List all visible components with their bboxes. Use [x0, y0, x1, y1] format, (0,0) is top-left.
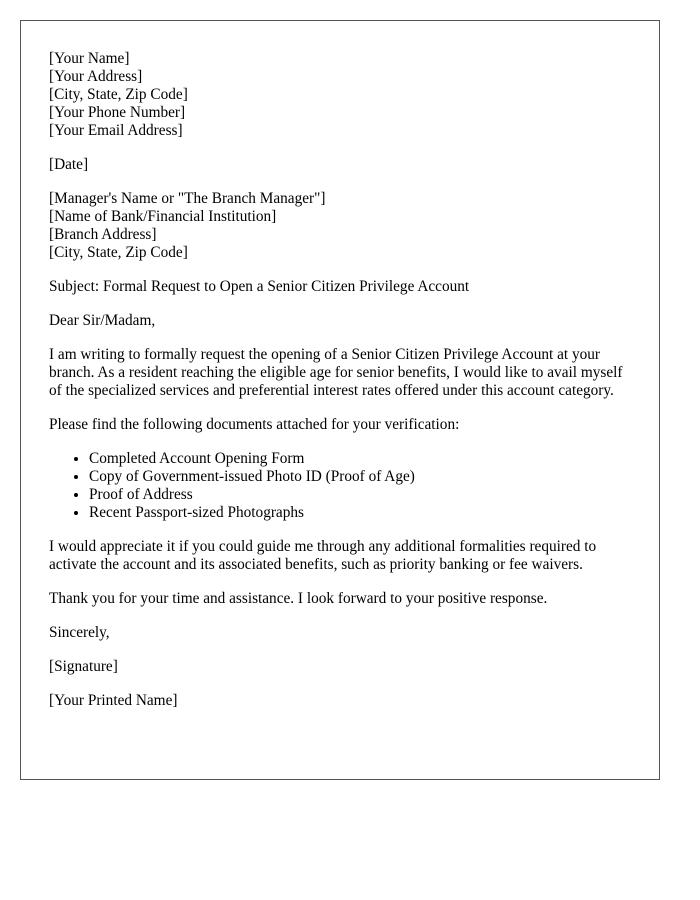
letter-date: [Date] [49, 156, 89, 173]
closing: Sincerely, [49, 624, 110, 641]
subject-line: Subject: Formal Request to Open a Senior Citizen Privilege Account [49, 278, 470, 295]
document-item: • Completed Account Opening Form [89, 450, 631, 468]
documents-list [49, 450, 631, 522]
sender-email: [Your Email Address] [49, 122, 183, 139]
intro-paragraph: I am writing to formally request the opening of a Senior Citizen Privilege Account at your branch. As a resident reaching the eligible age for senior benefits, I would like to avail myself of the specialized services and preferential interest rates offered under this account category. [49, 346, 623, 399]
recipient-city-state-zip: [City, State, Zip Code] [49, 244, 188, 261]
document-item: • Copy of Government-issued Photo ID (Proof of Age) [89, 468, 631, 486]
documents-intro: Please find the following documents attached for your verification: [49, 416, 460, 433]
sender-name: [Your Name] [49, 50, 130, 67]
salutation: Dear Sir/Madam, [49, 312, 156, 329]
recipient-block [49, 190, 631, 262]
printed-name: [Your Printed Name] [49, 692, 178, 709]
sender-address: [Your Address] [49, 68, 143, 85]
recipient-branch-address: [Branch Address] [49, 226, 157, 243]
recipient-manager: [Manager's Name or "The Branch Manager"] [49, 190, 326, 207]
document-item: • Recent Passport-sized Photographs [89, 504, 631, 522]
sender-city-state-zip: [City, State, Zip Code] [49, 86, 188, 103]
document-item: • Proof of Address [89, 486, 631, 504]
request-paragraph: I would appreciate it if you could guide me through any additional formalities required to activate the account and its associated benefits, such as priority banking or fee waivers. [49, 538, 597, 573]
sender-phone: [Your Phone Number] [49, 104, 186, 121]
sender-block [49, 50, 631, 140]
letter-document [20, 20, 660, 780]
recipient-bank: [Name of Bank/Financial Institution] [49, 208, 277, 225]
signature-placeholder: [Signature] [49, 658, 118, 675]
thanks-paragraph: Thank you for your time and assistance. I look forward to your positive response. [49, 590, 548, 607]
